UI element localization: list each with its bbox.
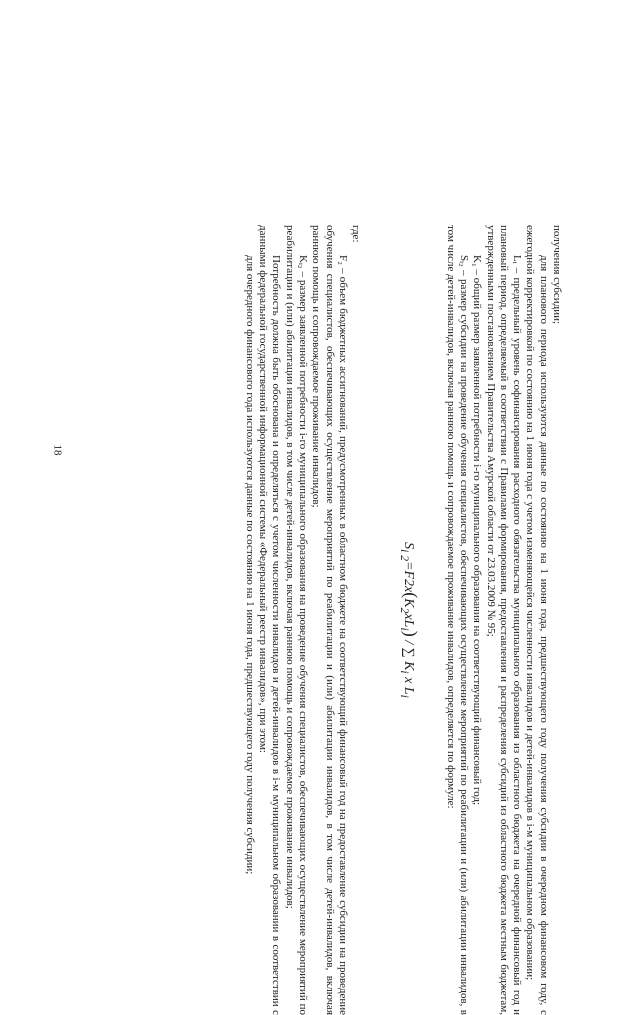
paragraph-where: где: (350, 225, 363, 243)
paragraph-need-justification: Потребность должна быть обоснована и определяться с учетом численности инвалидов и детей-инвалидов в i-м муниципальном образовании в соответствии с данными федеральной государственной информационной системы «Федеральный реестр инвалидов», при этом: (257, 225, 283, 1015)
formula-inner-sub: 2 (398, 607, 412, 614)
formula-inner-x: xL (401, 613, 417, 628)
paragraph-k1-definition: K₁ – общий размер заявленной потребности i-го муниципального образования на соответствующий финансовый год; (471, 255, 484, 806)
formula-inner-sub2: i (398, 627, 412, 631)
rotated-text-block (33, 225, 563, 1015)
paragraph-f2-definition: F₂ – объем бюджетных ассигнований, предусмотренных в областном бюджете на соответствующий финансовый год на предоставление субсидии на проведение обучения специалистов, обеспечивающих осуществление мероприятий по реабилитации и (или) абилитации инвалидов, в том числе детей-инвалидов, включая раннюю помощь и сопровождаемое проживание инвалидов; (310, 225, 349, 1015)
paragraph-subsidy-receipt: получения субсидии; (551, 225, 563, 325)
formula-xl: x L (401, 677, 417, 695)
formula-lhs-sub: i 2 (398, 549, 412, 562)
formula-paren-close: ) (401, 630, 422, 637)
paragraph-si2-definition: Sᵢ₂ – размер субсидии на проведение обучения специалистов, обеспечивающих осуществление мероприятий по реабилитации и (или) абилитации инвалидов, в том числе детей-инвалидов, включая раннюю помощь и сопровождаемое проживание инвалидов, определяется по формуле: (444, 225, 470, 1015)
formula-inner: K (401, 598, 417, 608)
page-number: 18 (51, 444, 64, 456)
subsidy-formula (398, 225, 422, 1015)
formula-eq: =F2x (401, 561, 417, 593)
paragraph-ki2-definition: Kᵢ₂ – размер заявленной потребности i-го муниципального образования на проведение обучения специалистов, обеспечивающих осуществление мероприятий по реабилитации и (или) абилитации инвалидов, в том числе детей-инвалидов, включая раннюю помощь и сопровождаемое проживание инвалидов; (283, 225, 310, 1015)
paragraph-li-definition: Lᵢ – предельный уровень софинансирования расходного обязательства муниципального образования из областного бюджета на очередной финансовый год и плановый период, определяемый в соответствии с Правилами формирования, предоставления и распределения субсидий из областного бюджета местным бюджетам, утвержденными постановлением Правительства Амурской области от 23.03.2009 № 95; (484, 225, 524, 1015)
paragraph-next-year-data: для очередного финансового года используются данные по состоянию на 1 июня года, предшествующего году получения субсидии; (243, 255, 256, 875)
formula-lhs: S (401, 542, 417, 550)
formula-k-sub: i (398, 670, 412, 674)
formula-paren-open: ( (401, 592, 422, 599)
paragraph-planning-period: для планового периода используются данные по состоянию на 1 июня года, предшествующего году получения субсидии в очередном финансовом году, с ежегодной корректировкой по состоянию на 1 июня года с учетом изменяющейся численности инвалидов и детей-инвалидов в i-м муниципальном образовании; (524, 225, 550, 1015)
formula-l-sub: i (398, 694, 412, 698)
formula-div-sum: / ∑ K (401, 640, 417, 671)
